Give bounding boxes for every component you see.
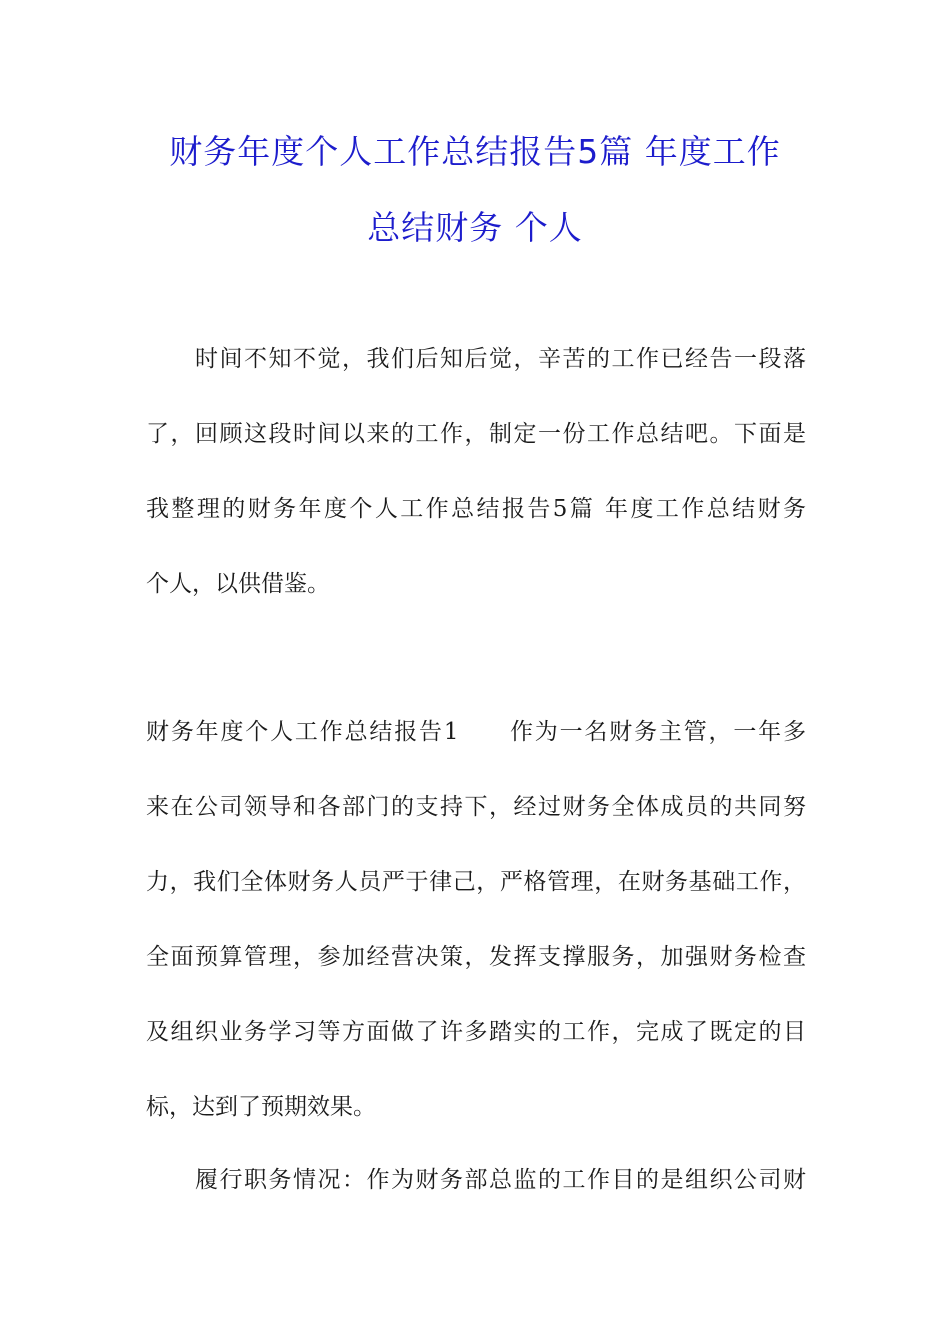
section1-line: 全面预算管理，参加经营决策，发挥支撑服务，加强财务检查	[146, 944, 806, 970]
intro-line: 时间不知不觉，我们后知后觉，辛苦的工作已经告一段落	[146, 346, 806, 372]
section1-line: 标，达到了预期效果。	[146, 1094, 376, 1120]
section2-line: 履行职务情况：作为财务部总监的工作目的是组织公司财	[146, 1167, 806, 1193]
intro-line: 了，回顾这段时间以来的工作，制定一份工作总结吧。下面是	[146, 421, 806, 447]
section1-line: 财务年度个人工作总结报告1 作为一名财务主管，一年多	[146, 719, 806, 745]
section1-line: 及组织业务学习等方面做了许多踏实的工作，完成了既定的目	[146, 1019, 806, 1045]
section1-line: 来在公司领导和各部门的支持下，经过财务全体成员的共同努	[146, 794, 806, 820]
document-title-line-2: 总结财务 个人	[367, 208, 583, 247]
section1-line: 力，我们全体财务人员严于律己，严格管理，在财务基础工作，	[146, 869, 806, 895]
intro-line: 个人，以供借鉴。	[146, 571, 330, 597]
intro-line: 我整理的财务年度个人工作总结报告5篇 年度工作总结财务	[146, 496, 806, 522]
document-title-line-1: 财务年度个人工作总结报告5篇 年度工作	[169, 132, 781, 171]
